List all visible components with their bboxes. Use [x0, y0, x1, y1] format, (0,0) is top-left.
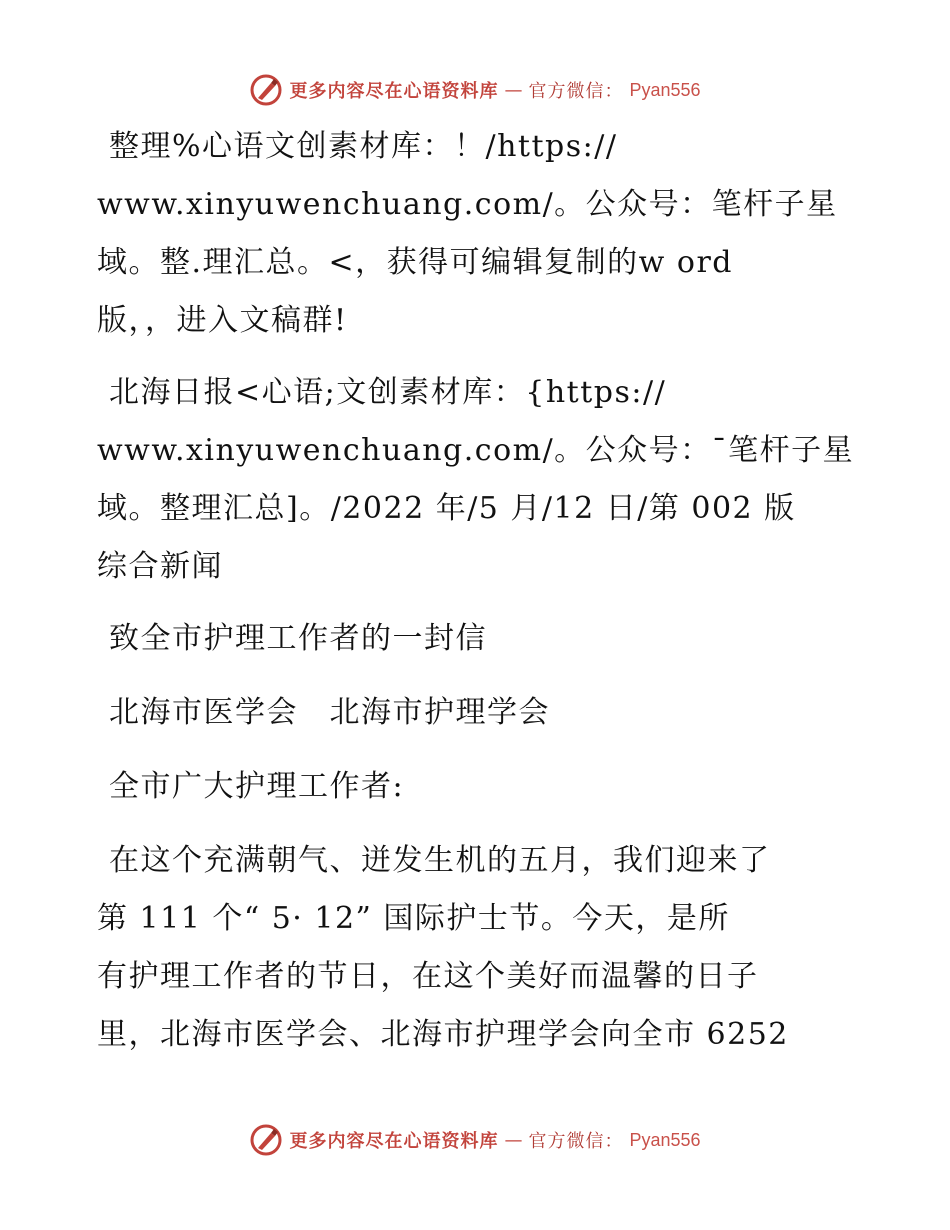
- text-line: 版，，进入文稿群!: [97, 303, 348, 338]
- text-line: 全市广大护理工作者:: [109, 769, 405, 804]
- text-line: 域。整.理汇总。<，获得可编辑复制的w ord: [97, 245, 733, 280]
- watermark-separator: —: [504, 79, 523, 101]
- watermark-official-label: 官方微信：: [528, 1131, 624, 1152]
- paragraph-body: [97, 832, 857, 1064]
- paragraph-source: [97, 364, 857, 596]
- text-line: 北海市医学会 北海市护理学会: [109, 695, 550, 730]
- document-body: [97, 118, 857, 1078]
- text-line: 综合新闻: [97, 549, 223, 584]
- watermark-text: 更多内容尽在心语资料库: [289, 81, 499, 102]
- letter-authors: [97, 684, 857, 742]
- letter-title: [97, 610, 857, 668]
- paragraph-intro: [97, 118, 857, 350]
- text-line: 整理%心语文创素材库：！/https://: [109, 129, 618, 164]
- text-line: 有护理工作者的节日，在这个美好而温馨的日子: [97, 959, 759, 994]
- text-line: 里，北海市医学会、北海市护理学会向全市 6252: [97, 1017, 789, 1052]
- watermark-official-label: 官方微信：: [528, 81, 624, 102]
- text-line: 致全市护理工作者的一封信: [109, 621, 487, 656]
- watermark-separator: —: [504, 1129, 523, 1151]
- header-watermark: [0, 70, 950, 110]
- text-line: www.xinyuwenchuang.com/。公众号：笔杆子星: [97, 187, 838, 222]
- pen-logo-icon: [249, 73, 283, 107]
- text-line: 域。整理汇总]。/2022 年/5 月/12 日/第 002 版: [97, 491, 796, 526]
- pen-logo-icon: [249, 1123, 283, 1157]
- text-line: 北海日报<心语;文创素材库：{https://: [109, 375, 667, 410]
- text-line: 在这个充满朝气、迸发生机的五月，我们迎来了: [109, 843, 771, 878]
- watermark-handle: Pyan556: [629, 79, 701, 100]
- watermark-handle: Pyan556: [629, 1129, 701, 1150]
- footer-watermark: [0, 1120, 950, 1160]
- watermark-text: 更多内容尽在心语资料库: [289, 1131, 499, 1152]
- letter-salutation: [97, 758, 857, 816]
- text-line: www.xinyuwenchuang.com/。公众号：¯笔杆子星: [97, 433, 855, 468]
- text-line: 第 111 个“ 5· 12” 国际护士节。今天，是所: [97, 901, 730, 936]
